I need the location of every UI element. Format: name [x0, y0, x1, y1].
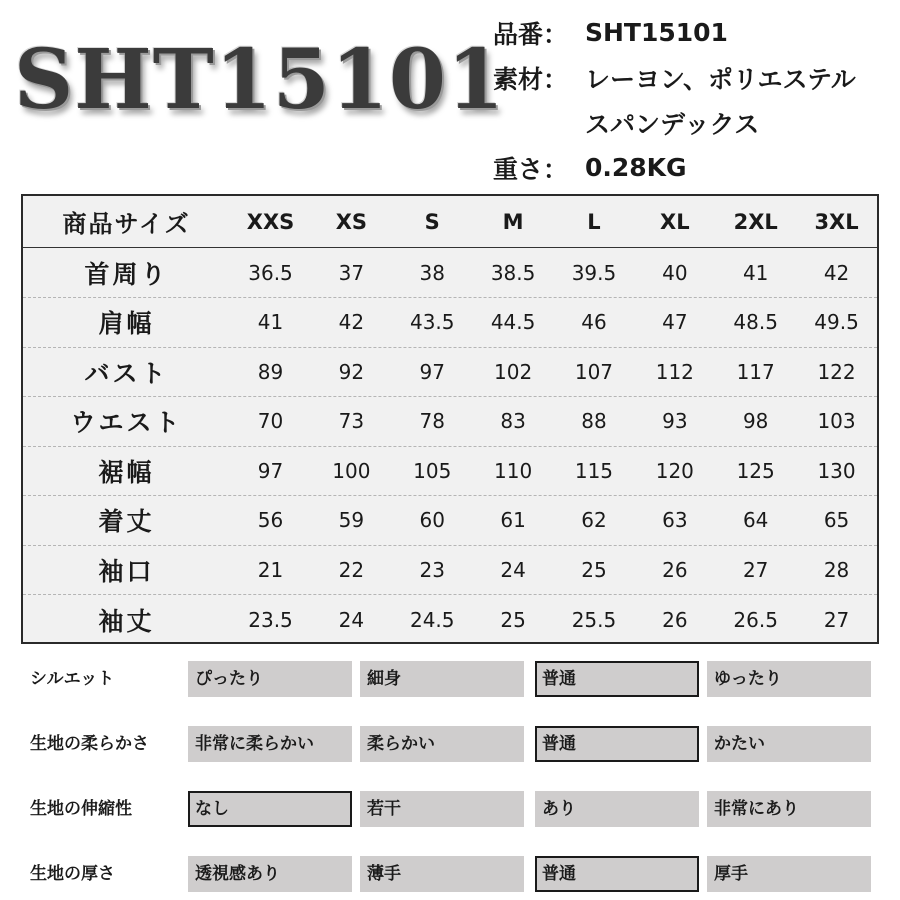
- table-row: [23, 347, 877, 397]
- measurement-value: 59: [338, 508, 365, 532]
- attribute-option: ゆったり: [707, 661, 871, 697]
- attribute-row: [0, 726, 900, 762]
- size-header: S: [424, 209, 440, 234]
- spec-list: [493, 10, 893, 190]
- attribute-option-selected: 普通: [535, 661, 699, 697]
- measurement-label: 袖口: [98, 556, 155, 586]
- size-header: XS: [335, 209, 368, 234]
- attribute-label: シルエット: [30, 669, 115, 689]
- measurement-value: 49.5: [814, 310, 859, 334]
- spec-row-product-number: [493, 10, 893, 55]
- measurement-value: 89: [257, 359, 284, 384]
- measurement-value: 63: [662, 508, 688, 532]
- measurement-value: 25: [500, 607, 526, 632]
- attribute-option: 若干: [360, 791, 524, 827]
- attribute-row: [0, 791, 900, 827]
- measurement-value: 125: [736, 458, 775, 483]
- size-header: L: [587, 209, 601, 234]
- measurement-label: 袖丈: [98, 606, 155, 636]
- measurement-label: 着丈: [98, 507, 155, 536]
- table-row: [23, 545, 877, 595]
- measurement-value: 39.5: [571, 260, 617, 285]
- spec-value: 0.28KG: [585, 153, 687, 182]
- measurement-value: 97: [419, 359, 445, 384]
- measurement-value: 64: [742, 508, 769, 532]
- attribute-option: ぴったり: [188, 661, 352, 697]
- measurement-value: 115: [574, 458, 614, 483]
- size-table: [21, 194, 879, 644]
- table-header-label: 商品サイズ: [62, 210, 191, 238]
- measurement-value: 47: [662, 310, 688, 334]
- measurement-value: 70: [257, 409, 284, 433]
- measurement-label: ウエスト: [70, 408, 183, 437]
- measurement-value: 83: [500, 409, 526, 433]
- measurement-value: 24.5: [409, 607, 455, 632]
- measurement-value: 41: [257, 310, 284, 334]
- spec-key: 品番：: [493, 19, 569, 49]
- measurement-value: 23.5: [248, 607, 293, 632]
- attribute-option: 薄手: [360, 856, 524, 892]
- measurement-value: 56: [257, 508, 284, 532]
- measurement-value: 110: [494, 458, 533, 483]
- table-row: [23, 248, 877, 298]
- attribute-label: 生地の柔らかさ: [30, 734, 149, 754]
- measurement-value: 41: [742, 260, 769, 285]
- measurement-value: 100: [332, 458, 371, 483]
- measurement-value: 37: [338, 260, 365, 285]
- measurement-value: 102: [494, 359, 533, 384]
- measurement-value: 60: [419, 508, 445, 532]
- table-row: [23, 298, 877, 348]
- measurement-value: 43.5: [409, 310, 455, 334]
- measurement-value: 42: [823, 260, 850, 285]
- table-row: [23, 496, 877, 546]
- measurement-value: 46: [581, 310, 607, 334]
- spec-value: SHT15101: [585, 18, 728, 47]
- measurement-value: 130: [817, 458, 856, 483]
- measurement-value: 24: [500, 557, 526, 582]
- attribute-label: 生地の伸縮性: [30, 799, 132, 819]
- attribute-row: [0, 661, 900, 697]
- attribute-option: 非常に柔らかい: [188, 726, 352, 762]
- spec-value: スパンデックス: [585, 109, 760, 139]
- attribute-option-selected: なし: [188, 791, 352, 827]
- table-row: [23, 595, 877, 645]
- spec-row-weight: [493, 145, 893, 190]
- measurement-label: 首周り: [84, 259, 169, 289]
- measurement-value: 38: [419, 260, 445, 285]
- measurement-value: 22: [338, 557, 365, 582]
- measurement-value: 27: [742, 557, 769, 582]
- attribute-option-selected: 普通: [535, 726, 699, 762]
- size-header: 3XL: [814, 209, 859, 234]
- measurement-value: 42: [338, 310, 365, 334]
- attribute-option: 透視感あり: [188, 856, 352, 892]
- measurement-value: 23: [419, 557, 445, 582]
- table-header-row: [23, 196, 877, 248]
- attribute-row: [0, 856, 900, 892]
- size-header: XXS: [246, 209, 295, 234]
- table-row: [23, 446, 877, 496]
- measurement-value: 27: [823, 607, 850, 632]
- measurement-value: 36.5: [248, 260, 293, 285]
- measurement-label: 肩幅: [98, 309, 155, 338]
- measurement-label: 裾幅: [98, 457, 155, 487]
- measurement-value: 26: [662, 607, 688, 632]
- attribute-label: 生地の厚さ: [30, 864, 115, 884]
- measurement-value: 28: [823, 557, 850, 582]
- measurement-value: 65: [823, 508, 850, 532]
- size-header: XL: [660, 209, 690, 234]
- measurement-value: 38.5: [490, 260, 536, 285]
- measurement-value: 26.5: [733, 607, 778, 632]
- attribute-option-selected: 普通: [535, 856, 699, 892]
- measurement-value: 103: [817, 409, 856, 433]
- table-row: [23, 397, 877, 447]
- measurement-value: 25.5: [571, 607, 617, 632]
- measurement-value: 120: [655, 458, 694, 483]
- measurement-value: 88: [581, 409, 607, 433]
- measurement-value: 40: [662, 260, 688, 285]
- spec-key: 重さ：: [493, 154, 569, 184]
- spec-value: レーヨン、ポリエステル: [585, 64, 856, 94]
- measurement-value: 44.5: [490, 310, 536, 334]
- measurement-value: 122: [817, 359, 856, 384]
- attribute-option: 厚手: [707, 856, 871, 892]
- size-header: 2XL: [733, 209, 778, 234]
- measurement-value: 61: [500, 508, 526, 532]
- measurement-label: バスト: [84, 358, 169, 388]
- spec-key: 素材：: [493, 64, 569, 94]
- measurement-value: 73: [338, 409, 365, 433]
- measurement-value: 25: [581, 557, 607, 582]
- attribute-option: かたい: [707, 726, 871, 762]
- measurement-value: 112: [655, 359, 694, 384]
- measurement-value: 26: [662, 557, 688, 582]
- attribute-option: 細身: [360, 661, 524, 697]
- measurement-value: 92: [338, 359, 365, 384]
- measurement-value: 24: [338, 607, 365, 632]
- measurement-value: 93: [662, 409, 688, 433]
- product-logo: SHT15101: [14, 32, 505, 128]
- attribute-option: 柔らかい: [360, 726, 524, 762]
- spec-row-material-cont: [493, 100, 893, 145]
- measurement-value: 97: [257, 458, 284, 483]
- measurement-value: 48.5: [733, 310, 778, 334]
- measurement-value: 117: [736, 359, 775, 384]
- measurement-value: 98: [742, 409, 769, 433]
- attribute-option: あり: [535, 791, 699, 827]
- measurement-value: 105: [413, 458, 452, 483]
- measurement-value: 78: [419, 409, 445, 433]
- size-header: M: [502, 209, 524, 234]
- measurement-value: 107: [574, 359, 614, 384]
- attribute-option: 非常にあり: [707, 791, 871, 827]
- measurement-value: 21: [257, 557, 284, 582]
- spec-row-material: [493, 55, 893, 100]
- measurement-value: 62: [581, 508, 607, 532]
